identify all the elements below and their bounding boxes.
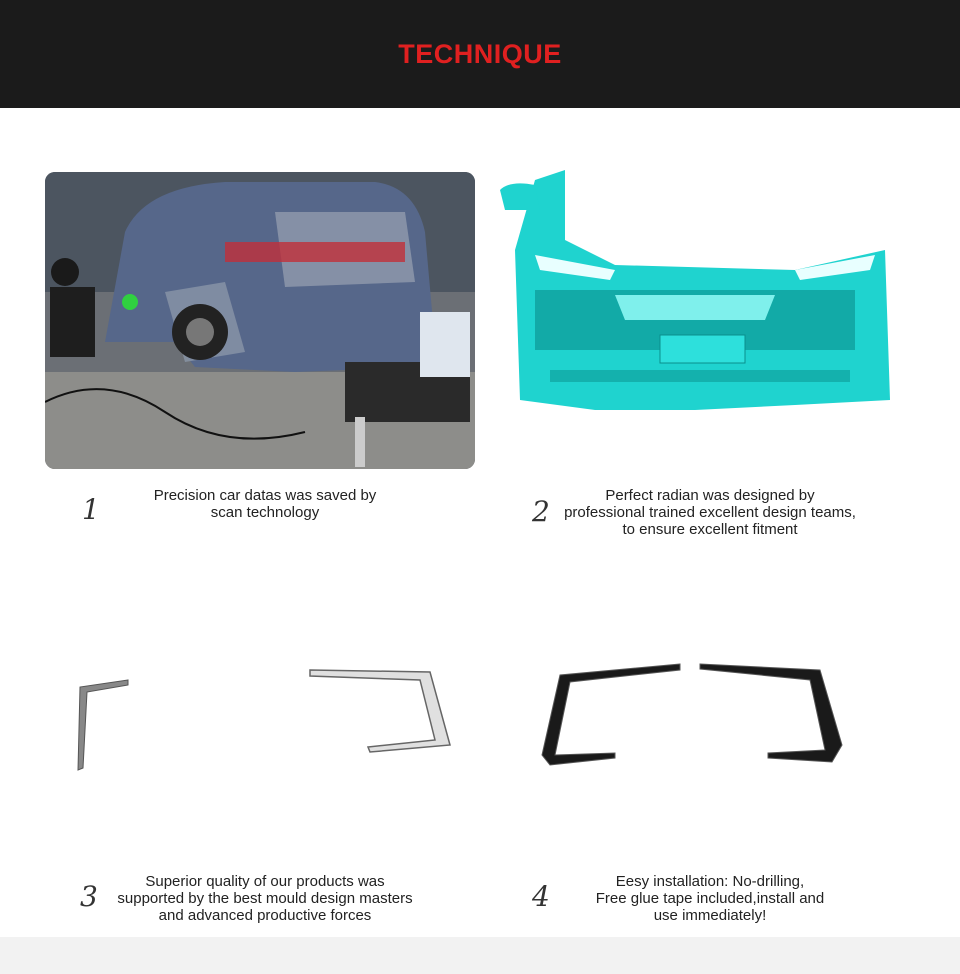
step-caption xyxy=(120,487,410,521)
step-caption xyxy=(560,873,860,924)
caption-line: use immediately! xyxy=(653,907,767,924)
chrome-trim-parts xyxy=(60,650,480,790)
caption-line: Eesy installation: No-drilling, xyxy=(615,873,805,890)
step-number: 1 xyxy=(82,493,100,526)
step-caption xyxy=(545,487,875,538)
caption-line: supported by the best mould design masters xyxy=(117,890,413,907)
caption-line: Perfect radian was designed by xyxy=(605,487,815,504)
caption-line: to ensure excellent fitment xyxy=(622,521,798,538)
caption-line: Precision car datas was saved by xyxy=(153,487,377,504)
carbon-trim-illustration xyxy=(520,650,880,780)
design-render xyxy=(495,170,895,420)
footer-band xyxy=(0,937,960,974)
caption-line: scan technology xyxy=(210,504,320,521)
carbon-trim-parts xyxy=(520,650,880,780)
scan-photo xyxy=(45,172,475,469)
cyan-bumper-model xyxy=(495,170,895,420)
caption-line: Superior quality of our products was xyxy=(145,873,385,890)
step-caption xyxy=(100,873,430,924)
caption-line: and advanced productive forces xyxy=(158,907,372,924)
step-number: 2 xyxy=(532,495,550,528)
caption-line: Free glue tape included,install and xyxy=(595,890,825,907)
scan-photo-illustration xyxy=(45,172,475,469)
step-number: 3 xyxy=(80,880,98,913)
caption-line: professional trained excellent design teams, xyxy=(564,504,856,521)
header-bar xyxy=(0,0,960,108)
step-number: 4 xyxy=(532,880,550,913)
chrome-trim-illustration xyxy=(60,650,480,790)
page-title: TECHNIQUE xyxy=(398,38,562,69)
